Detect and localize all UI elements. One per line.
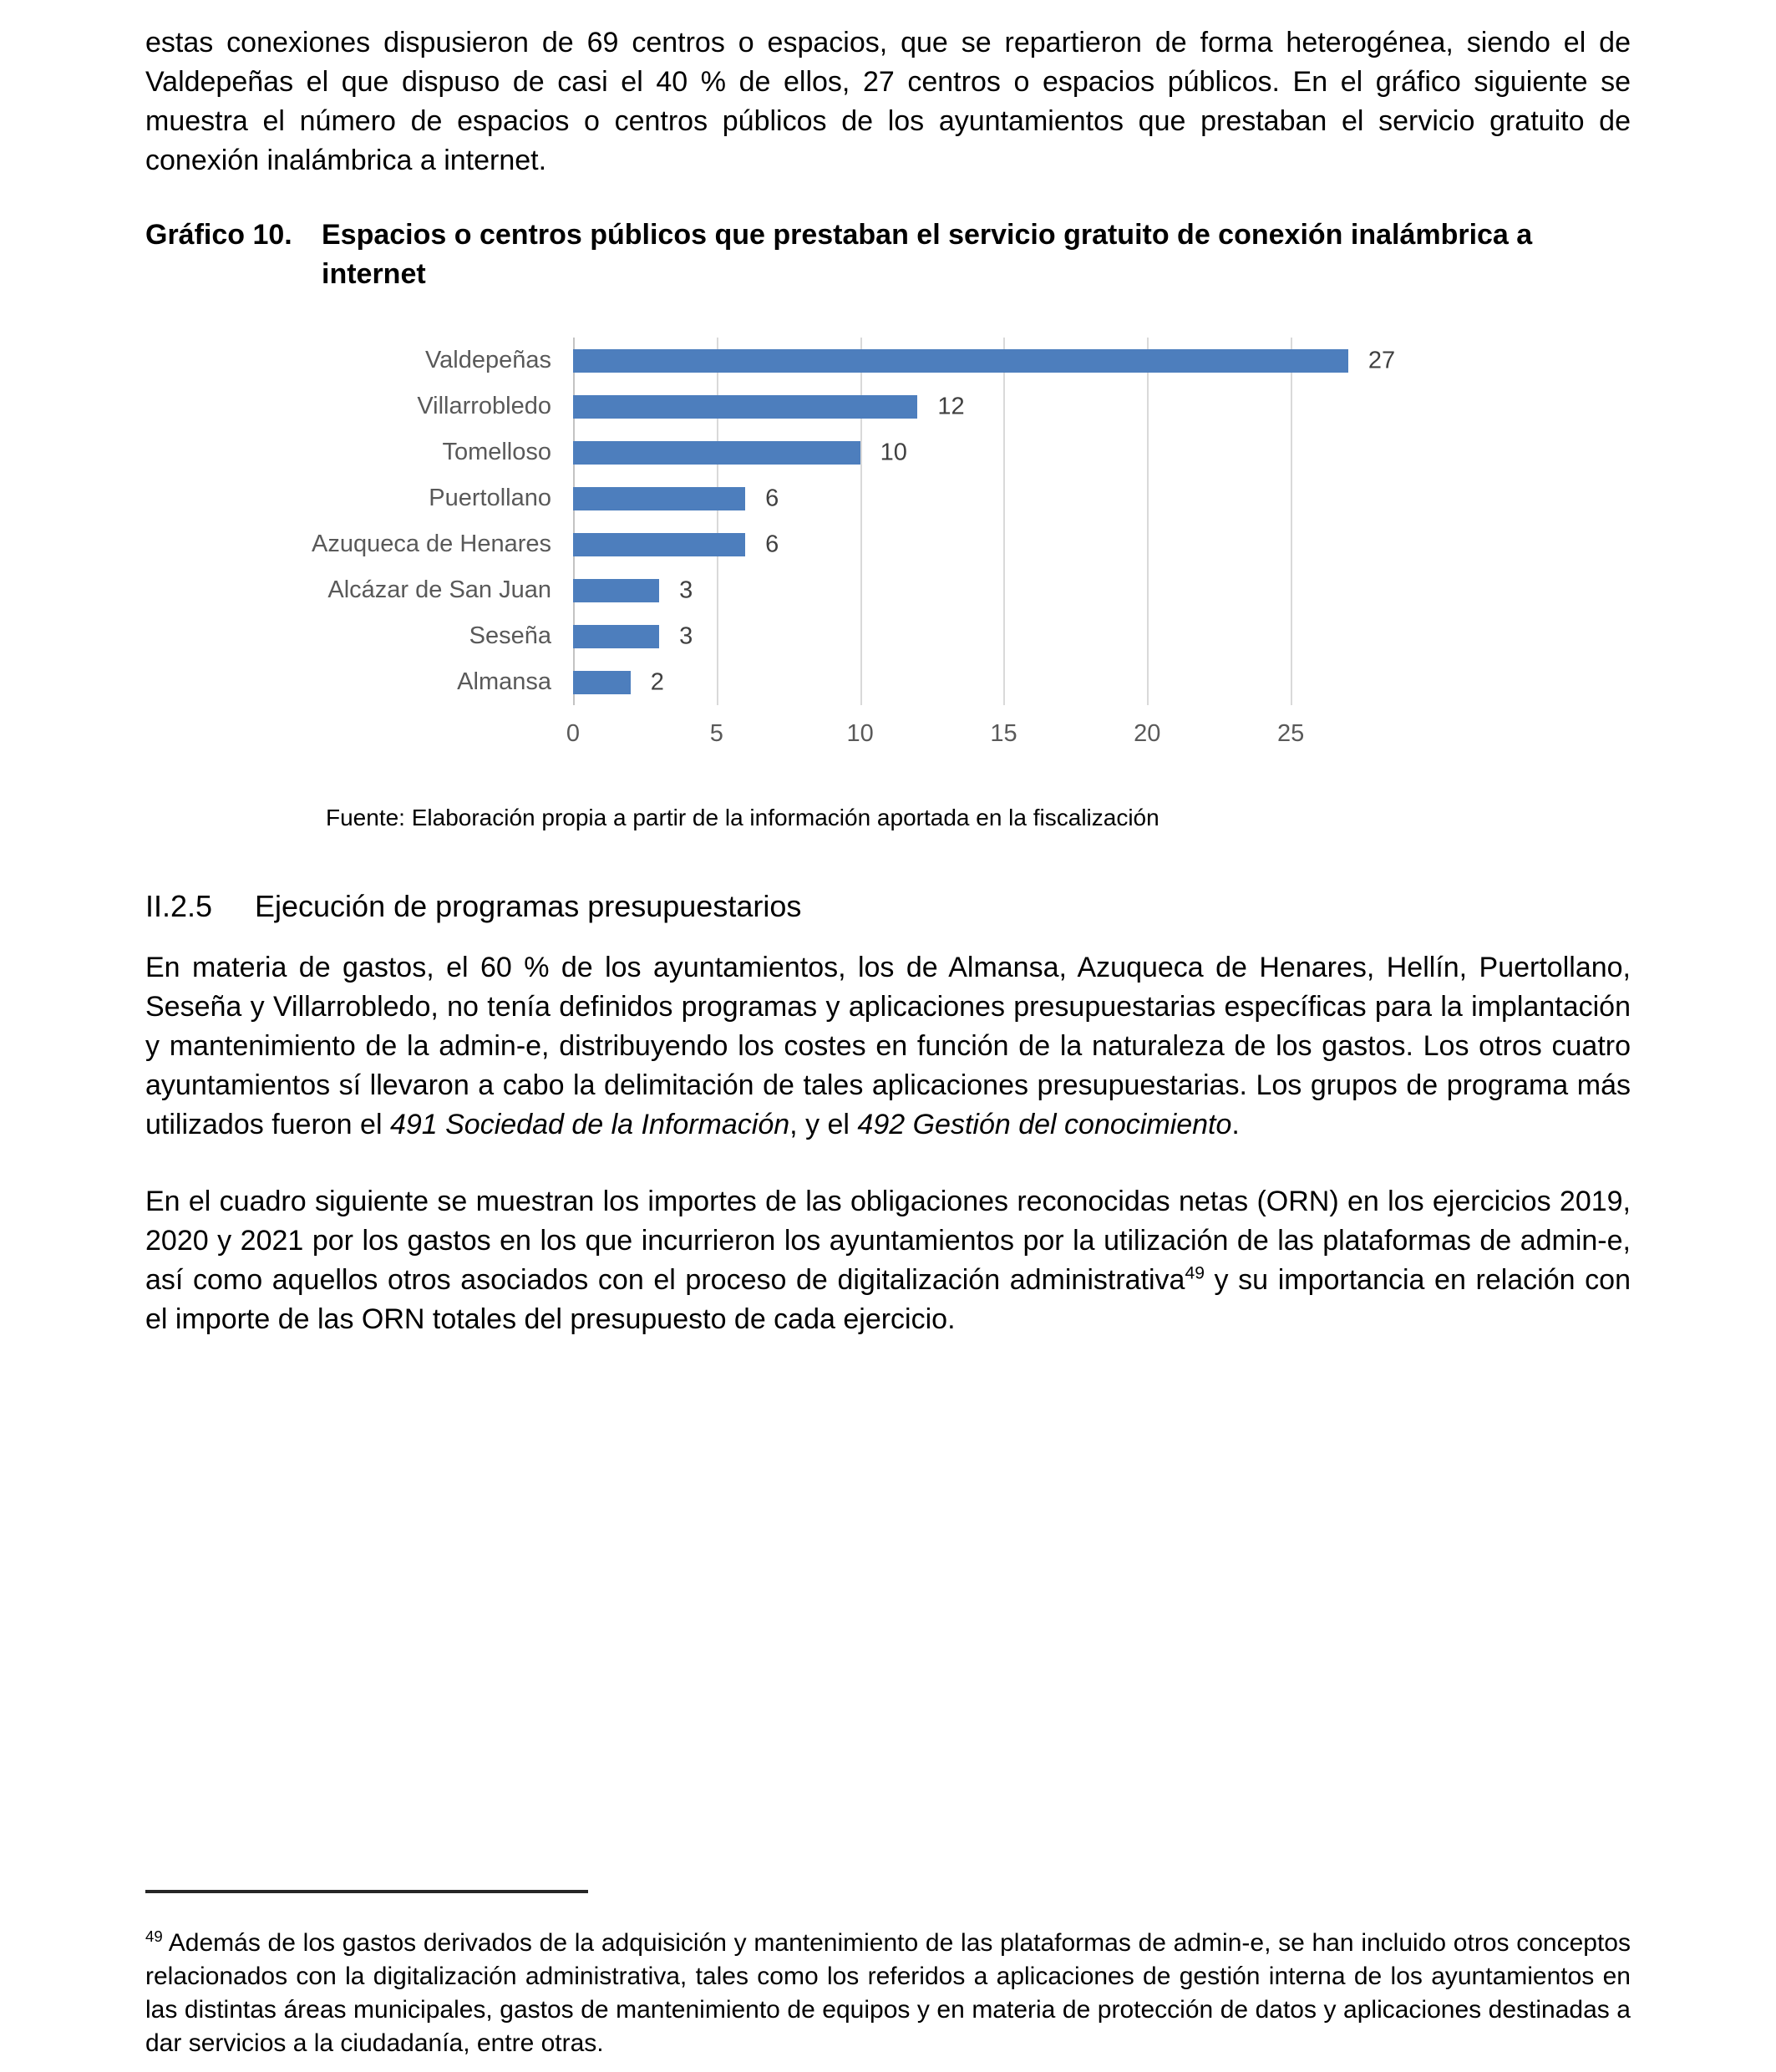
chart-caption — [145, 216, 1631, 294]
category-label: Alcázar de San Juan — [327, 576, 551, 603]
bar — [573, 349, 1348, 373]
bar — [573, 579, 659, 602]
category-label: Seseña — [469, 622, 551, 649]
bar-value-label: 10 — [880, 439, 907, 465]
bar — [573, 487, 745, 510]
bar-chart — [145, 338, 1396, 751]
paragraph-gastos-end: . — [1231, 1109, 1240, 1140]
x-tick-label: 20 — [1134, 720, 1161, 747]
gridline — [1291, 338, 1292, 705]
category-label: Villarrobledo — [417, 393, 551, 419]
footnote-49-text: Además de los gastos derivados de la adquisición y mantenimiento de las plataformas de admin-e, se han incluido otros conceptos relacionados con la digitalización administrativa, tales como los referidos a aplicaciones de gestión interna de los ayuntamientos en las distintas áreas municipales, gastos de mantenimiento de equipos y en materia de protección de datos y aplicaciones destinadas a dar servicios a la ciudadanía, entre otras. — [145, 1929, 1631, 2057]
category-label: Almansa — [457, 668, 551, 695]
chart-category-labels — [145, 338, 573, 751]
x-tick-label: 0 — [566, 720, 581, 747]
gridline — [860, 338, 862, 705]
category-label: Azuqueca de Henares — [312, 531, 551, 557]
paragraph-gastos — [145, 948, 1631, 1145]
section-number: II.2.5 — [145, 889, 213, 923]
bar-value-label: 2 — [650, 668, 664, 695]
footnote-49-marker: 49 — [145, 1927, 163, 1945]
chart-caption-title: Espacios o centros públicos que prestaban el servicio gratuito de conexión inalámbrica a internet — [322, 219, 1533, 290]
gridline — [1003, 338, 1005, 705]
bar-value-label: 3 — [679, 622, 693, 649]
paragraph-gastos-mid: , y el — [789, 1109, 858, 1140]
category-label: Valdepeñas — [424, 347, 551, 373]
chart-x-axis — [566, 705, 1362, 751]
bar-value-label: 12 — [937, 393, 965, 419]
section-title: Ejecución de programas presupuestarios — [255, 889, 802, 923]
chart-plot-column — [566, 338, 1396, 751]
paragraph-cuadro-end: y su importancia en relación con el importe de las ORN totales del presupuesto de cada ejercicio. — [145, 1264, 1631, 1335]
footnote-area — [145, 1890, 1631, 2060]
gridline — [717, 338, 718, 705]
category-label: Tomelloso — [442, 439, 551, 465]
footnote-49 — [145, 1927, 1631, 2060]
bar — [573, 625, 659, 648]
category-label: Puertollano — [429, 485, 551, 511]
footnote-reference-49: 49 — [1185, 1263, 1205, 1283]
section-heading — [145, 886, 1631, 927]
paragraph-cuadro — [145, 1182, 1631, 1339]
footnote-separator-rule — [145, 1890, 588, 1893]
paragraph-intro: estas conexiones dispusieron de 69 centros o espacios, que se repartieron de forma heterogénea, siendo el de Valdepeñas el que dispuso de casi el 40 % de ellos, 27 centros o espacios públicos. En el gráfico siguiente se muestra el número de espacios o centros públicos de los ayuntamientos que prestaban el servicio gratuito de conexión inalámbrica a internet. — [145, 27, 1631, 176]
paragraph-gastos-text: En materia de gastos, el 60 % de los ayuntamientos, los de Almansa, Azuqueca de Henares, Hellín, Puertollano, Seseña y Villarrobledo, no tenía definidos programas y aplicaciones presupuestarias específicas para la implantación y mantenimiento de la admin-e, distribuyendo los costes en función de la naturaleza de los gastos. Los otros cuatro ayuntamientos sí llevaron a cabo la delimitación de tales aplicaciones presupuestarias. Los grupos de programa más utilizados fueron el — [145, 952, 1631, 1140]
bar-value-label: 3 — [679, 576, 693, 603]
x-tick-label: 15 — [990, 720, 1017, 747]
x-tick-label: 25 — [1276, 720, 1305, 747]
bar-value-label: 27 — [1368, 347, 1396, 373]
gridline — [1147, 338, 1149, 705]
paragraph-cuadro-text: En el cuadro siguiente se muestran los importes de las obligaciones reconocidas netas (ORN) en los ejercicios 2019, 2020 y 2021 por los gastos en los que incurrieron los ayuntamientos por la utilización de las plataformas de admin-e, así como aquellos otros asociados con el proceso de digitalización administrativa — [145, 1186, 1631, 1296]
chart-plot-area — [573, 338, 1396, 705]
x-tick-label: 5 — [709, 720, 723, 747]
bar — [573, 533, 745, 556]
chart-caption-number: Gráfico 10. — [145, 219, 292, 251]
program-group-491: 491 Sociedad de la Información — [389, 1109, 790, 1140]
bar — [573, 395, 917, 419]
bar — [573, 671, 631, 694]
program-group-492: 492 Gestión del conocimiento — [857, 1109, 1232, 1140]
gridline — [573, 338, 575, 705]
bar-value-label: 6 — [765, 531, 779, 557]
chart-source-note: Fuente: Elaboración propia a partir de la información aportada en la fiscalización — [326, 805, 1159, 830]
bar — [573, 441, 860, 465]
bar-value-label: 6 — [765, 485, 779, 511]
x-tick-label: 10 — [846, 720, 874, 747]
